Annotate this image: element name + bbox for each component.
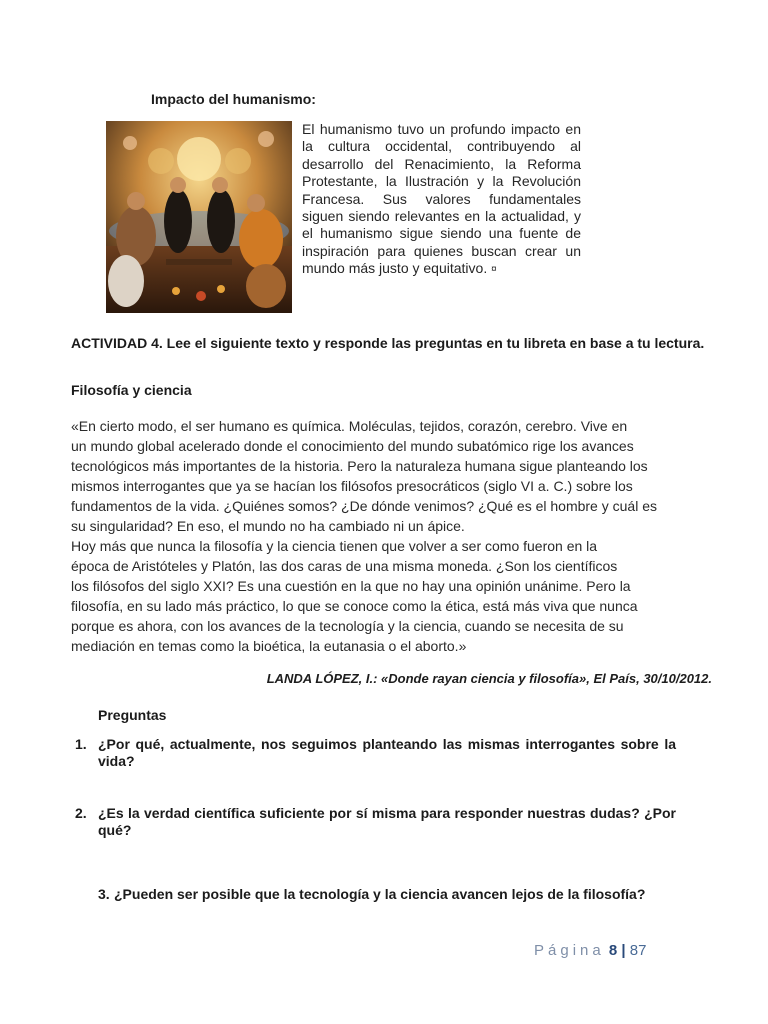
section-heading: Impacto del humanismo: (151, 91, 316, 107)
question-text: ¿Por qué, actualmente, nos seguimos planteando las mismas interrogantes sobre la vida? (98, 736, 676, 769)
reading-quote (71, 416, 712, 656)
total-pages: 87 (629, 942, 647, 959)
humanism-painting (106, 121, 292, 313)
quote-line: mediación en temas como la bioética, la eutanasia o el aborto.» (71, 638, 467, 654)
reading-title: Filosofía y ciencia (71, 382, 192, 398)
page-footer (534, 942, 646, 959)
quote-line: tecnológicos más importantes de la historia. Pero la naturaleza humana sigue planteando los (71, 458, 648, 474)
quote-line: Hoy más que nunca la filosofía y la ciencia tienen que volver a ser como fueron en la (71, 538, 598, 554)
question-text: ¿Pueden ser posible que la tecnología y la ciencia avancen lejos de la filosofía? (114, 886, 646, 902)
quote-line: «En cierto modo, el ser humano es química. Moléculas, tejidos, corazón, cerebro. Vive en (71, 418, 628, 434)
question-number: 1. (75, 736, 87, 752)
quote-line: fundamentos de la vida. ¿Quiénes somos? ¿De dónde venimos? ¿Qué es el hombre y cuál es (71, 498, 657, 514)
quote-line: mismos interrogantes que ya se hacían los filósofos presocráticos (siglo VI a. C.) sobre los (71, 478, 633, 494)
question-number: 2. (75, 805, 87, 821)
quote-line: su singularidad? En eso, el mundo no ha cambiado ni un ápice. (71, 518, 465, 534)
quote-citation: LANDA LÓPEZ, I.: «Donde rayan ciencia y filosofía», El País, 30/10/2012. (266, 671, 712, 686)
activity-instruction: ACTIVIDAD 4. Lee el siguiente texto y responde las preguntas en tu libreta en base a tu lectura. (71, 335, 705, 351)
quote-line: un mundo global acelerado donde el conocimiento del mundo subatómico rige los avances (71, 438, 634, 454)
question-item (75, 736, 676, 770)
page-number: 8 (608, 942, 618, 959)
quote-line: filosofía, en su lado más práctico, lo que se conoce como la ética, está más viva que nunca (71, 598, 638, 614)
page-label: Página (534, 942, 605, 959)
paragraph-end-marker: ¤ (491, 264, 497, 276)
page-separator: | (621, 942, 626, 959)
question-item (75, 805, 676, 839)
question-number: 3. (98, 886, 110, 902)
question-text: ¿Es la verdad científica suficiente por sí misma para responder nuestras dudas? ¿Por qué? (98, 805, 676, 838)
questions-heading: Preguntas (98, 707, 167, 723)
humanism-paragraph: El humanismo tuvo un profundo impacto en la cultura occidental, contribuyendo al desarrollo del Renacimiento, la Reforma Protestante, la Ilustración y la Revolución Francesa. Sus valores fundamentales siguen siendo relevantes en la actualidad, y el humanismo sigue siendo una fuente de inspiración para quienes buscan crear un mundo más justo y equitativo. ¤ (302, 121, 581, 277)
quote-line: los filósofos del siglo XXI? Es una cuestión en la que no hay una opinión unánime. Pero la (71, 578, 631, 594)
quote-line: porque es ahora, con los avances de la tecnología y la ciencia, cuando se necesita de su (71, 618, 624, 634)
question-item (98, 886, 698, 903)
quote-line: época de Aristóteles y Platón, las dos caras de una misma moneda. ¿Son los científicos (71, 558, 618, 574)
